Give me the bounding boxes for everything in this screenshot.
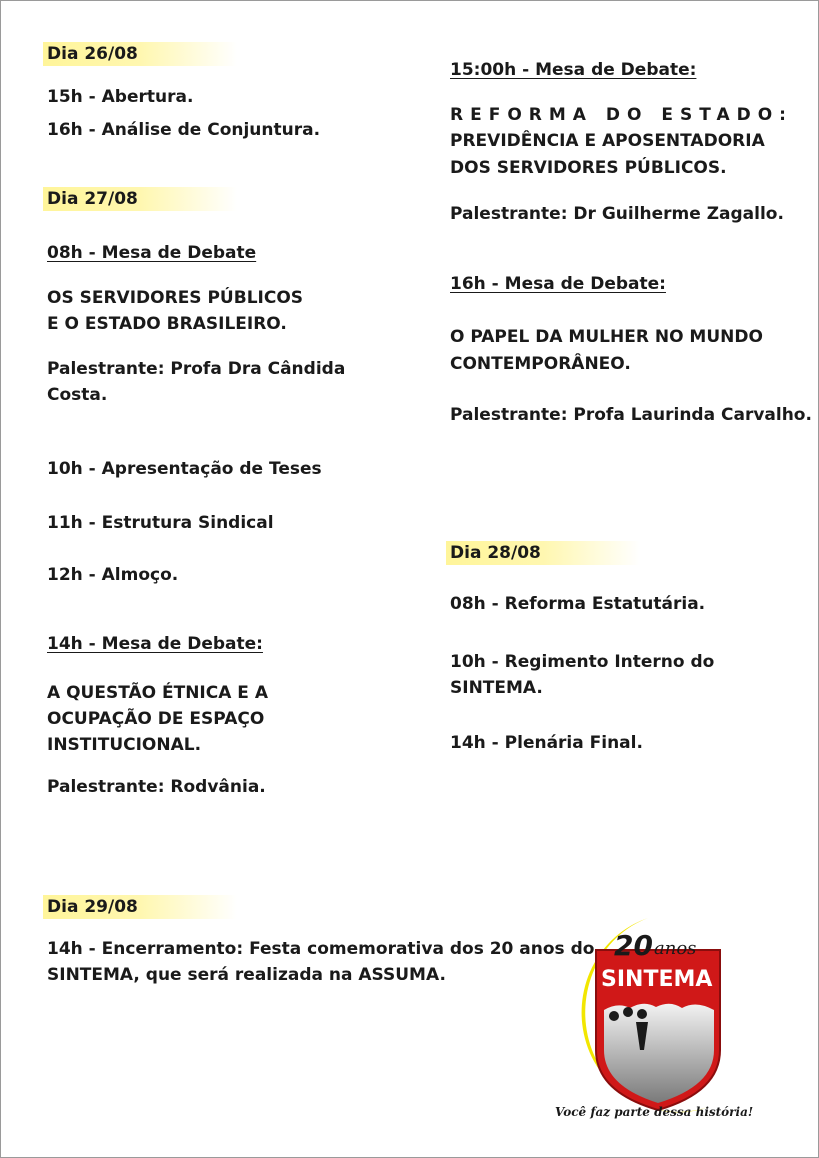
debate-topic: REFORMA DO ESTADO: [450, 105, 793, 125]
logo-number: 20 [614, 929, 653, 962]
debate-topic: O PAPEL DA MULHER NO MUNDO [450, 327, 763, 347]
day-26-label: Dia 26/08 [43, 42, 237, 66]
debate-speaker: Palestrante: Profa Dra Cândida [47, 359, 346, 379]
debate-speaker: Palestrante: Dr Guilherme Zagallo. [450, 204, 784, 224]
schedule-item: 12h - Almoço. [47, 565, 179, 585]
schedule-item: 16h - Análise de Conjuntura. [47, 120, 321, 140]
logo-anos: anos [654, 938, 697, 959]
day-28-label: Dia 28/08 [446, 541, 640, 565]
debate-topic: OS SERVIDORES PÚBLICOS [47, 288, 304, 308]
debate-topic: CONTEMPORÂNEO. [450, 354, 631, 374]
logo-slogan: Você faz parte dessa história! [555, 1105, 754, 1119]
debate-heading: 08h - Mesa de Debate [47, 243, 257, 263]
debate-heading: 16h - Mesa de Debate: [450, 274, 666, 294]
schedule-item: 14h - Plenária Final. [450, 733, 643, 753]
debate-speaker: Palestrante: Rodvânia. [47, 777, 266, 797]
debate-topic: PREVIDÊNCIA E APOSENTADORIA [450, 131, 765, 151]
sintema-logo [548, 910, 773, 1132]
day-27-label: Dia 27/08 [43, 187, 237, 211]
schedule-item: 10h - Apresentação de Teses [47, 459, 322, 479]
schedule-item: 10h - Regimento Interno do [450, 652, 715, 672]
debate-topic: INSTITUCIONAL. [47, 735, 202, 755]
day-29-label: Dia 29/08 [43, 895, 237, 919]
debate-topic: A QUESTÃO ÉTNICA E A [47, 683, 268, 703]
debate-speaker: Palestrante: Profa Laurinda Carvalho. [450, 405, 812, 425]
closing-text: 14h - Encerramento: Festa comemorativa dos 20 anos do [47, 939, 595, 959]
closing-text: SINTEMA, que será realizada na ASSUMA. [47, 965, 446, 985]
logo-name: SINTEMA [601, 967, 713, 992]
debate-heading: 15:00h - Mesa de Debate: [450, 60, 697, 80]
debate-topic: E O ESTADO BRASILEIRO. [47, 314, 287, 334]
schedule-item: SINTEMA. [450, 678, 543, 698]
debate-heading: 14h - Mesa de Debate: [47, 634, 263, 654]
debate-topic: OCUPAÇÃO DE ESPAÇO [47, 709, 265, 729]
schedule-item: 08h - Reforma Estatutária. [450, 594, 706, 614]
debate-topic: DOS SERVIDORES PÚBLICOS. [450, 158, 727, 178]
debate-speaker: Costa. [47, 385, 108, 405]
schedule-item: 11h - Estrutura Sindical [47, 513, 274, 533]
schedule-item: 15h - Abertura. [47, 87, 194, 107]
